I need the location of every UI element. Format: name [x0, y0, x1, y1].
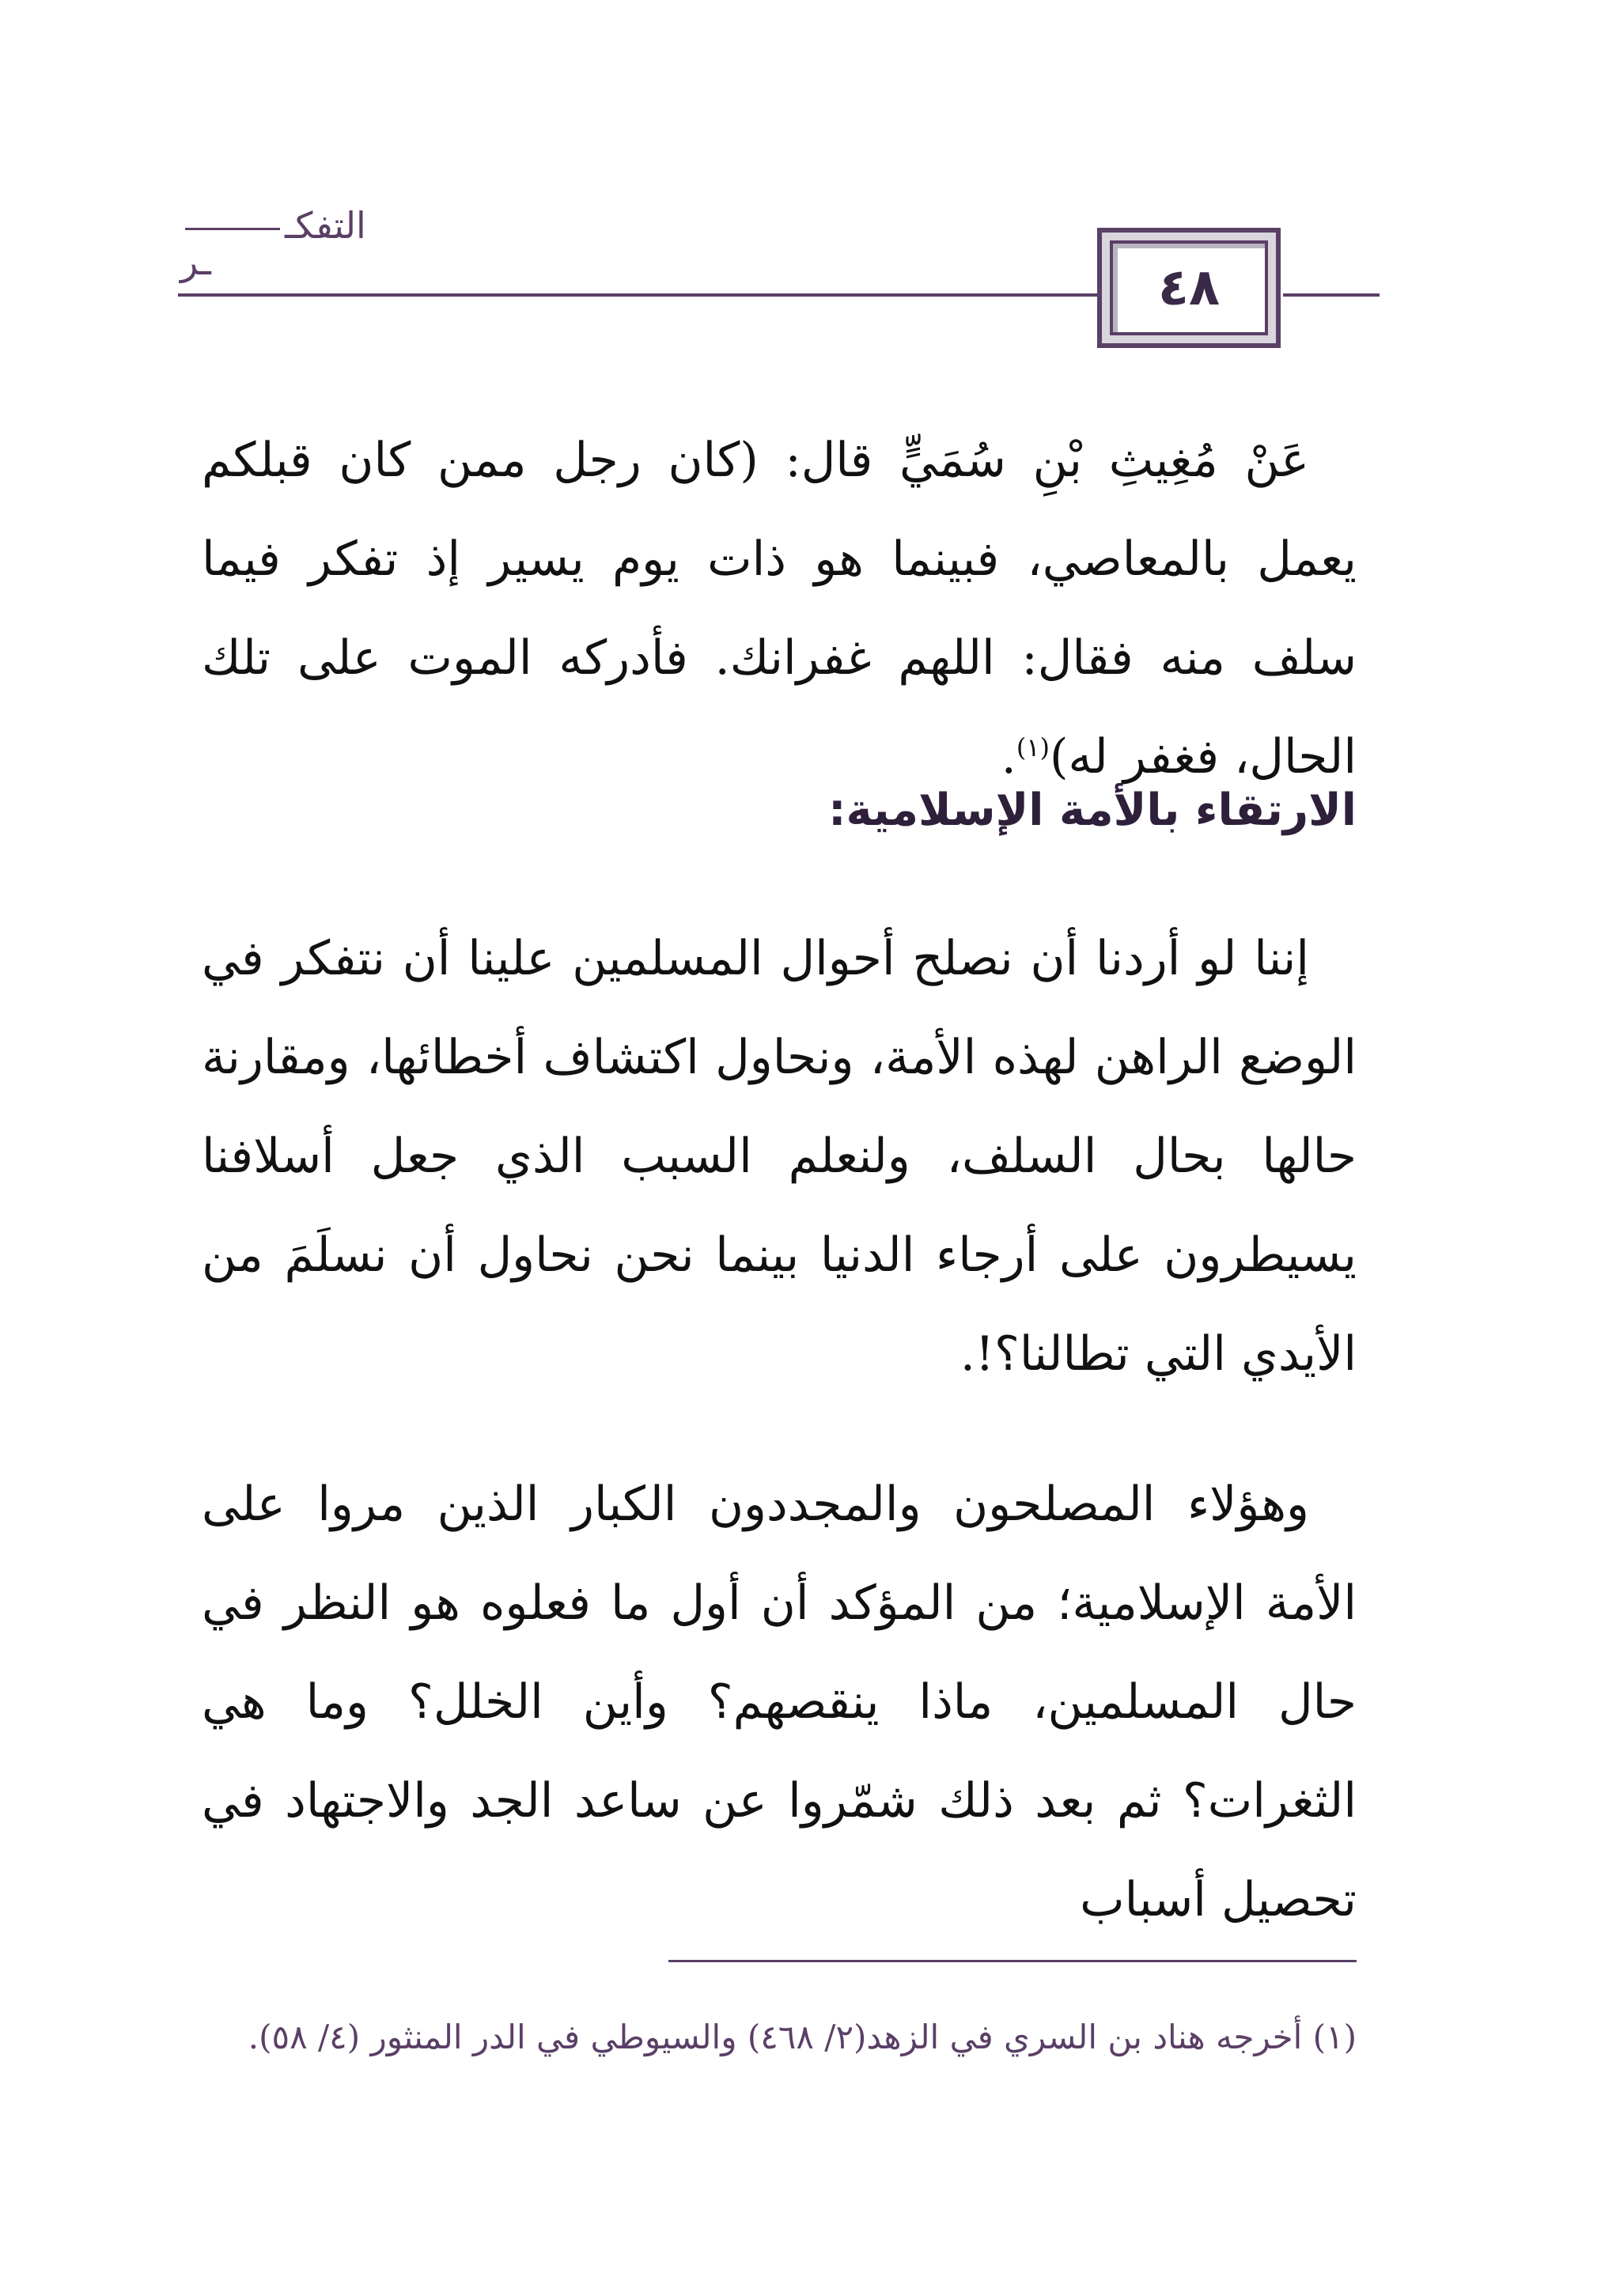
running-title-end: ـر [180, 240, 211, 283]
header-rule-left [178, 293, 1097, 297]
paragraph-hadith [202, 411, 1357, 807]
section-heading: الارتقاء بالأمة الإسلامية: [828, 785, 1357, 836]
paragraph-1-ending: . [1001, 729, 1016, 785]
page-number: ٤٨ [1110, 240, 1268, 335]
footnote-separator [668, 1960, 1357, 1962]
footnote: (١) أخرجه هناد بن السري في الزهد(٢/ ٤٦٨) والسيوطي في الدر المنثور (٤/ ٥٨). [248, 2018, 1357, 2056]
title-kashida-line [185, 228, 280, 230]
page-number-frame [1097, 228, 1281, 348]
footnote-reference[interactable]: (١) [1016, 732, 1050, 762]
paragraph-2: إننا لو أردنا أن نصلح أحوال المسلمين علينا أن نتفكر في الوضع الراهن لهذه الأمة، ونحاول اكتشاف أخطائها، ومقارنة حالها بحال السلف، ولنعلم السبب الذي جعل أسلافنا يسيطرون على أرجاء الدنيا بينما نحن نحاول أن نسلَمَ من الأيدي التي تطالنا؟!. [202, 931, 1357, 1382]
paragraph-1-text: عَنْ مُغِيثِ بْنِ سُمَيٍّ قال: (كان رجل ممن كان قبلكم يعمل بالمعاصي، فبينما هو ذات يوم يسير إذ تفكر فيما سلف منه فقال: اللهم غفرانك. فأدركه الموت على تلك الحال، فغفر له) [202, 433, 1357, 785]
running-header-title [180, 204, 370, 283]
paragraph-block-2 [202, 910, 1357, 1404]
paragraph-block-3 [202, 1455, 1357, 1950]
paragraph-1 [202, 411, 1357, 807]
header-rule-right [1283, 293, 1380, 297]
paragraph-3: وهؤلاء المصلحون والمجددون الكبار الذين مروا على الأمة الإسلامية؛ من المؤكد أن أول ما فعلوه هو النظر في حال المسلمين، ماذا ينقصهم؟ وأين الخلل؟ وما هي الثغرات؟ ثم بعد ذلك شمّروا عن ساعد الجد والاجتهاد في تحصيل أسباب [202, 1477, 1357, 1927]
running-title-start: التفكـ [285, 204, 366, 247]
